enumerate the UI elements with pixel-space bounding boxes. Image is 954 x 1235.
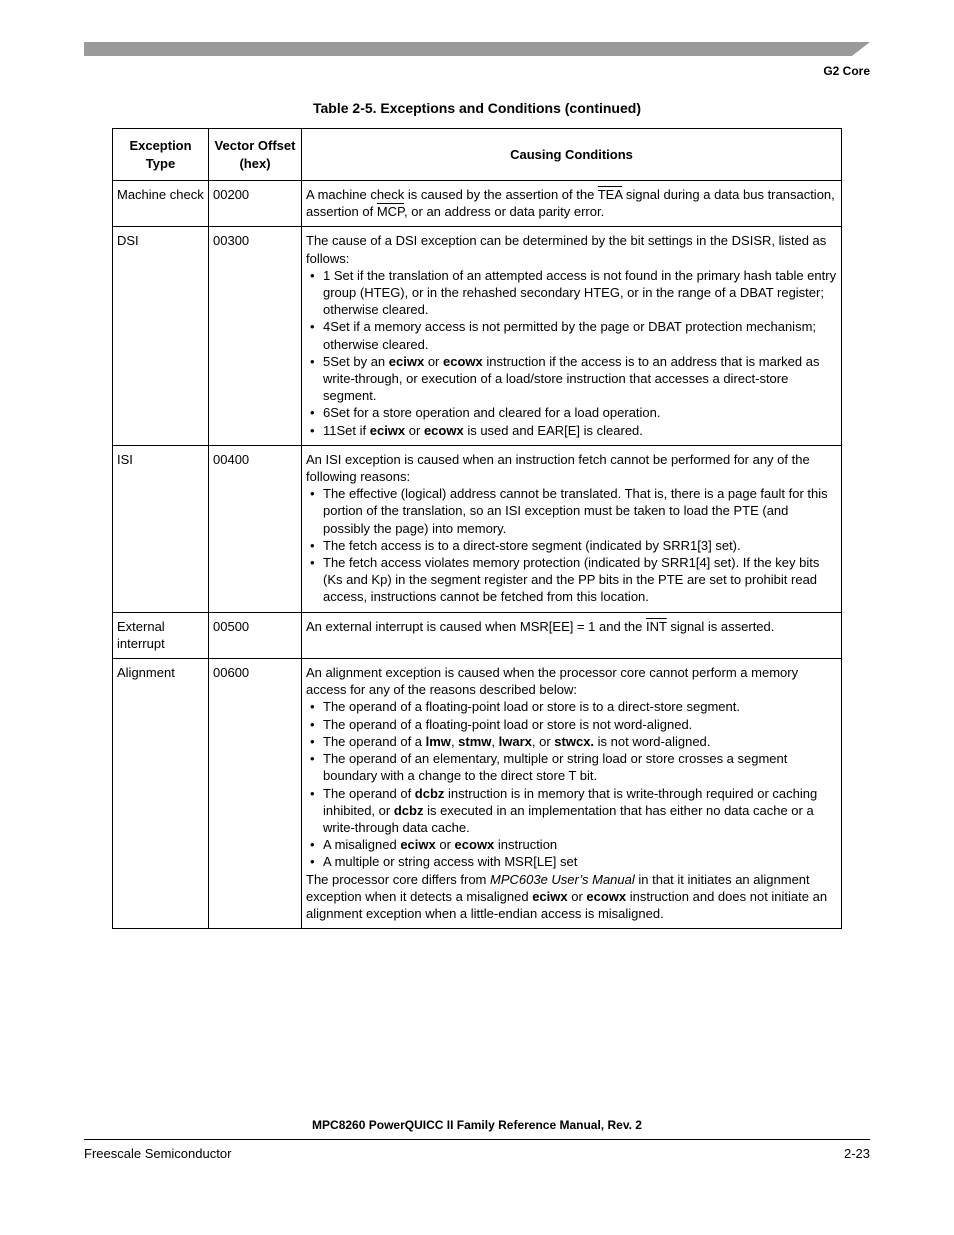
cell-type: ISI xyxy=(113,445,209,612)
manual-reference: MPC603e User’s Manual xyxy=(490,871,635,887)
header-bar xyxy=(84,42,870,56)
cell-conditions: An external interrupt is caused when MSR[EE] = 1 and the $\overline{INT}$ signal is asserted. xyxy=(302,612,842,658)
footer-title: MPC8260 PowerQUICC II Family Reference Manual, Rev. 2 xyxy=(312,1118,642,1132)
list-item: • The operand of a lmw, stmw, lwarx, or stwcx. is not word-aligned. xyxy=(306,733,837,750)
conditions-intro: The cause of a DSI exception can be determined by the bit settings in the DSISR, listed as follows: xyxy=(306,233,827,266)
cell-vector: 00400 xyxy=(209,445,302,612)
list-item: • 4Set if a memory access is not permitted by the page or DBAT protection mechanism; otherwise cleared. xyxy=(306,318,837,352)
list-item: • The operand of a floating-point load or store is not word-aligned. xyxy=(306,716,837,733)
footer-company: Freescale Semiconductor xyxy=(84,1146,232,1161)
signal-tea: $\overline{TEA}$ xyxy=(597,187,623,202)
conditions-list xyxy=(306,267,837,439)
list-item: • 5Set by an eciwx or ecowx instruction if the access is to an address that is marked as write-through, or execution of a load/store instruction that accesses a direct-store segment. xyxy=(306,353,837,405)
list-item: • 11Set if eciwx or ecowx is used and EAR[E] is cleared. xyxy=(306,422,837,439)
conditions-list xyxy=(306,698,837,870)
footer-divider xyxy=(84,1139,870,1140)
cell-vector: 00200 xyxy=(209,181,302,227)
cell-conditions xyxy=(302,445,842,612)
conditions-intro: An ISI exception is caused when an instruction fetch cannot be performed for any of the following reasons: xyxy=(306,451,810,485)
table-row xyxy=(113,659,842,929)
list-item: • A multiple or string access with MSR[LE] set xyxy=(306,853,837,870)
cell-type: DSI xyxy=(113,227,209,445)
list-item: • The operand of a floating-point load or store is to a direct-store segment. xyxy=(306,698,837,715)
table-row xyxy=(113,612,842,658)
conditions-intro: An alignment exception is caused when the processor core cannot perform a memory access for any of the reasons described below: xyxy=(306,665,799,698)
cell-conditions xyxy=(302,227,842,445)
signal-int: $\overline{INT}$ xyxy=(646,618,667,634)
cell-conditions: A machine check is caused by the assertion of the $\overline{TEA}$ signal during a data bus transaction, assertion of $\overline{MCP}$, or an address or data parity error. xyxy=(302,181,842,227)
list-item: • 1 Set if the translation of an attempted access is not found in the primary hash table entry group (HTEG), or in the rehashed secondary HTEG, or in the range of a DBAT register; otherwise cleared. xyxy=(306,267,837,319)
cell-type: Alignment xyxy=(113,659,209,929)
cell-type: External interrupt xyxy=(113,612,209,658)
list-item: • The fetch access violates memory protection (indicated by SRR1[4] set). If the key bits (Ks and Kp) in the segment register and the PP bits in the PTE are set to prohibit read access, instructions cannot be fetched from this location. xyxy=(306,554,837,606)
cell-vector: 00600 xyxy=(209,659,302,929)
page-number: 2-23 xyxy=(843,1146,870,1161)
list-item: • The fetch access is to a direct-store segment (indicated by SRR1[3] set). xyxy=(306,537,837,554)
list-item: • 6Set for a store operation and cleared for a load operation. xyxy=(306,404,837,421)
table-caption: Table 2-5. Exceptions and Conditions (continued) xyxy=(313,100,641,116)
cell-type: Machine check xyxy=(113,181,209,227)
section-title: G2 Core xyxy=(823,64,870,78)
list-item: • The operand of an elementary, multiple or string load or store crosses a segment boundary with a change to the direct store T bit. xyxy=(306,750,837,784)
cell-conditions xyxy=(302,659,842,929)
conditions-note: The processor core differs from MPC603e User’s Manual in that it initiates an alignment exception when it detects a misaligned eciwx or ecowx instruction and does not initiate an alignment exception when a little-endian access is misaligned. xyxy=(306,871,828,921)
header-exception-type: Exception Type xyxy=(113,129,209,181)
signal-mcp: $\overline{MCP}$ xyxy=(376,204,405,220)
list-item: • The effective (logical) address cannot be translated. That is, there is a page fault for this portion of the translation, so an ISI exception must be taken to load the PTE (and possibly the page) into memory. xyxy=(306,485,837,537)
header-vector-offset: Vector Offset (hex) xyxy=(209,129,302,181)
table-row xyxy=(113,181,842,227)
header-causing-conditions: Causing Conditions xyxy=(302,129,842,181)
table-header-row xyxy=(113,129,842,181)
table-row xyxy=(113,445,842,612)
exceptions-table xyxy=(112,128,842,929)
list-item: • The operand of dcbz instruction is in memory that is write-through required or caching inhibited, or dcbz is executed in an implementation that has either no data cache or a write-through data cache. xyxy=(306,785,837,837)
list-item: • A misaligned eciwx or ecowx instruction xyxy=(306,836,837,853)
cell-vector: 00500 xyxy=(209,612,302,658)
cell-vector: 00300 xyxy=(209,227,302,445)
table-row xyxy=(113,227,842,445)
conditions-list xyxy=(306,485,837,605)
